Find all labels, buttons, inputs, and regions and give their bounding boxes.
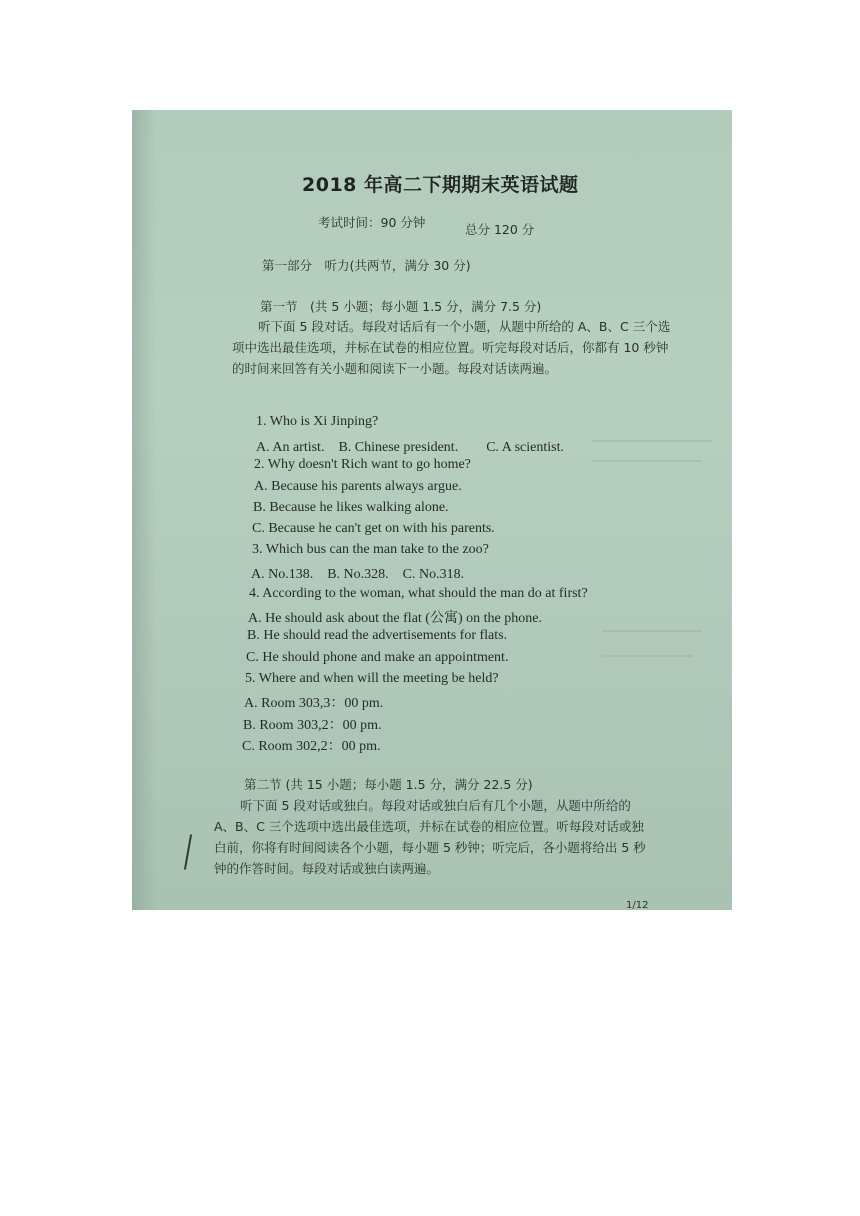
question-4-option-b: B. He should read the advertisements for flats. bbox=[247, 628, 508, 643]
show-through-line bbox=[592, 440, 712, 442]
question-2-option-b: B. Because he likes walking alone. bbox=[253, 500, 449, 515]
show-through-line bbox=[602, 630, 702, 632]
exam-time: 考试时间：90 分钟 bbox=[318, 215, 426, 230]
question-4: 4. According to the woman, what should the man do at first? bbox=[249, 586, 588, 601]
page-shadow bbox=[132, 110, 156, 910]
show-through-line bbox=[602, 655, 692, 657]
question-3-options: A. No.138. B. No.328. C. No.318. bbox=[251, 567, 465, 582]
question-4-option-c: C. He should phone and make an appointment. bbox=[246, 650, 509, 665]
exam-total-score: 总分 120 分 bbox=[465, 222, 535, 237]
question-3: 3. Which bus can the man take to the zoo? bbox=[252, 542, 489, 557]
question-2-option-a: A. Because his parents always argue. bbox=[254, 479, 462, 494]
question-1-options: A. An artist. B. Chinese president. C. A scientist. bbox=[256, 440, 564, 455]
page-number: 1/12 bbox=[626, 900, 649, 910]
question-1: 1. Who is Xi Jinping? bbox=[256, 414, 379, 429]
section-one-instructions: 听下面 5 段对话。每段对话后有一个小题，从题中所给的 A、B、C 三个选项中选出最佳选项，并标在试卷的相应位置。听完每段对话后，你都有 10 秒钟的时间来回答有关小题和阅读下一小题。每段对话读两遍。 bbox=[232, 319, 671, 376]
question-2-option-c: C. Because he can't get on with his parents. bbox=[252, 521, 495, 536]
exam-paper-photo bbox=[132, 110, 732, 910]
show-through-line bbox=[592, 460, 702, 462]
question-5-option-a: A. Room 303,3：00 pm. bbox=[244, 696, 384, 711]
pen-mark bbox=[184, 834, 192, 870]
section-two-instructions: 听下面 5 段对话或独白。每段对话或独白后有几个小题，从题中所给的 A、B、C 三个选项中选出最佳选项，并标在试卷的相应位置。听每段对话或独白前，你将有时间阅读各个小题，每小题 5 秒钟；听完后，各小题将给出 5 秒钟的作答时间。每段对话或独白读两遍。 bbox=[214, 798, 646, 876]
exam-title: 2018 年高二下期期末英语试题 bbox=[302, 174, 579, 196]
section-two-heading: 第二节 (共 15 小题；每小题 1.5 分，满分 22.5 分) bbox=[244, 777, 533, 792]
question-2: 2. Why doesn't Rich want to go home? bbox=[254, 457, 471, 472]
question-5-option-c: C. Room 302,2：00 pm. bbox=[242, 739, 381, 754]
question-5-option-b: B. Room 303,2：00 pm. bbox=[243, 718, 382, 733]
part-one-heading: 第一部分 听力(共两节，满分 30 分) bbox=[262, 258, 471, 273]
question-4-option-a: A. He should ask about the flat (公寓) on the phone. bbox=[248, 611, 542, 626]
question-5: 5. Where and when will the meeting be held? bbox=[245, 671, 499, 686]
section-one-heading: 第一节 (共 5 小题；每小题 1.5 分，满分 7.5 分) bbox=[260, 299, 542, 314]
